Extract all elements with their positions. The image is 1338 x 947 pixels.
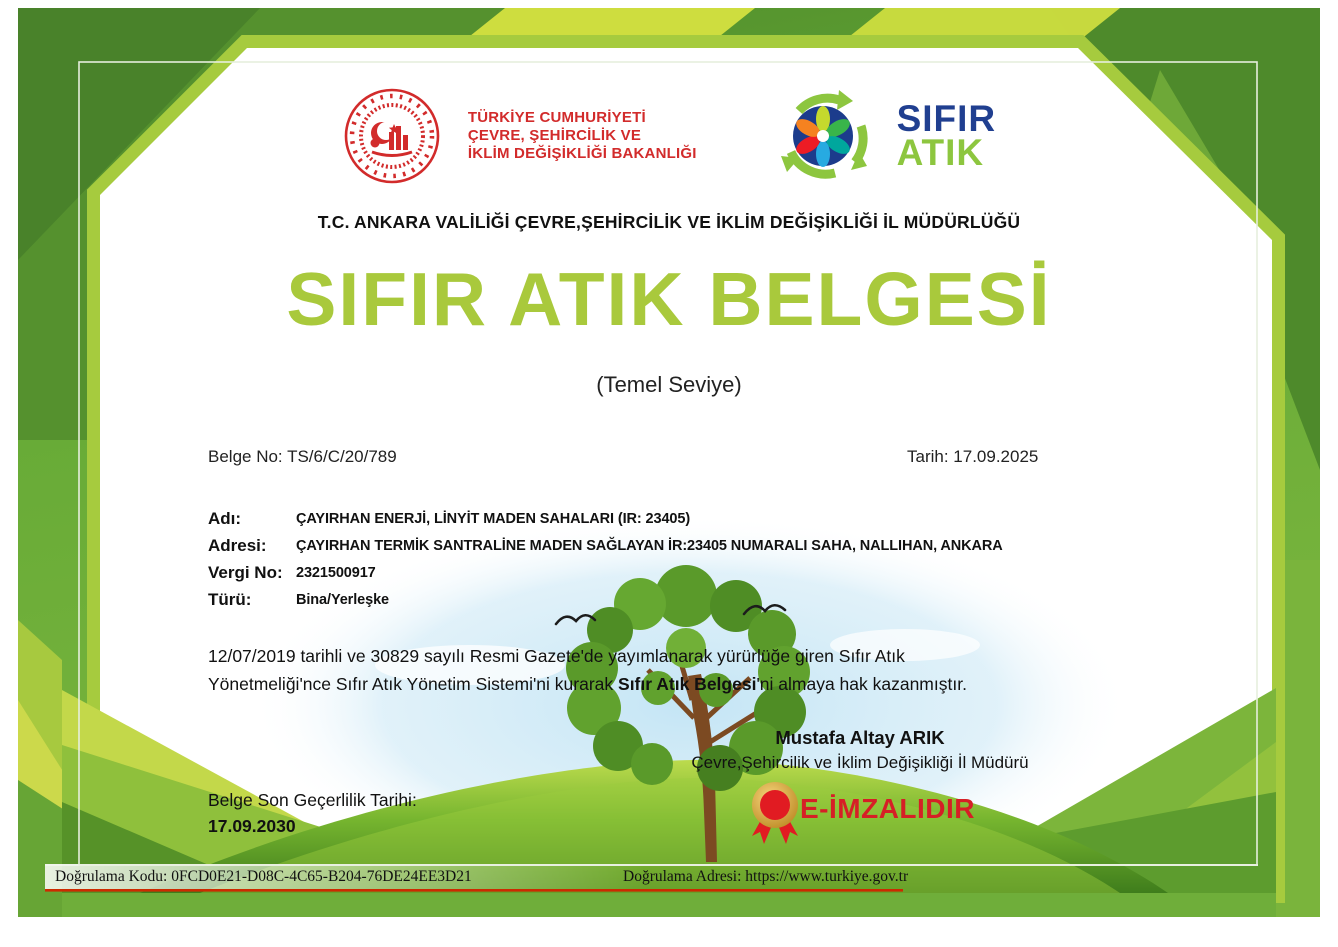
statement-belge-bold: Sıfır Atık Belgesi (618, 673, 757, 694)
address-value: ÇAYIRHAN TERMİK SANTRALİNE MADEN SAĞLAYAN İR:23405 NUMARALI SAHA, NALLIHAN, ANKARA (296, 538, 1003, 554)
name-value: ÇAYIRHAN ENERJİ, LİNYİT MADEN SAHALARI (IR: 23405) (296, 511, 691, 527)
atik-text: ATIK (896, 132, 985, 173)
document-number (208, 447, 397, 467)
footer-underline (45, 889, 903, 892)
type-label: Türü: (208, 590, 252, 609)
verification-address (623, 868, 908, 886)
ministry-name (468, 109, 697, 163)
esignature-label: E-İMZALIDIR (800, 793, 976, 824)
sifir-text: SIFIR (896, 98, 997, 139)
ministry-name-line3: İKLİM DEĞİŞİKLİĞİ BAKANLIĞI (467, 145, 697, 162)
name-label: Adı: (208, 509, 242, 528)
document-number-value: TS/6/C/20/789 (287, 447, 397, 466)
tax-no-value: 2321500917 (296, 565, 376, 581)
issuing-authority: T.C. ANKARA VALİLİĞİ ÇEVRE,ŞEHİRCİLİK VE İKLİM DEĞİŞİKLİĞİ İL MÜDÜRLÜĞÜ (317, 212, 1021, 232)
issue-date-label: Tarih: (907, 447, 954, 466)
certificate-level: (Temel Seviye) (596, 372, 742, 397)
statement-line2-post: 'ni almaya hak kazanmıştır. (756, 673, 967, 694)
esignature-seal-icon (748, 780, 802, 846)
document-number-label: Belge No: (208, 447, 288, 466)
sifir-atik-wordmark (896, 98, 997, 173)
signer-name: Mustafa Altay ARIK (775, 727, 945, 748)
signer-title: Çevre,Şehircilik ve İklim Değişikliği İl Müdürü (691, 753, 1029, 772)
issue-date-value: 17.09.2025 (953, 447, 1039, 466)
verification-code (55, 868, 472, 886)
tax-no-label: Vergi No: (208, 563, 283, 582)
statement-line1: 12/07/2019 tarihli ve 30829 sayılı Resmi Gazete'de yayımlanarak yürürlüğe giren Sıfır Atık (208, 646, 905, 666)
ministry-name-line2: ÇEVRE, ŞEHİRCİLİK VE (467, 127, 642, 144)
ministry-name-line1: TÜRKİYE CUMHURİYETİ (467, 109, 646, 126)
issue-date (907, 447, 1038, 467)
verification-address-label: Doğrulama Adresi: (623, 868, 746, 885)
certificate-statement (208, 643, 1088, 698)
validity-date: 17.09.2030 (208, 816, 296, 836)
verification-code-value: 0FCD0E21-D08C-4C65-B204-76DE24EE3D21 (171, 868, 472, 885)
sifir-atik-recycle-flower-icon (775, 88, 871, 184)
statement-line2-pre: Yönetmeliği'nce Sıfır Atık Yönetim Sistemi'ni kurarak (208, 673, 619, 694)
certificate-title: SIFIR ATIK BELGESİ (286, 257, 1052, 341)
type-value: Bina/Yerleşke (296, 592, 390, 608)
address-label: Adresi: (208, 536, 267, 555)
verification-address-value: https://www.turkiye.gov.tr (745, 868, 909, 885)
validity-label: Belge Son Geçerlilik Tarihi: (208, 790, 417, 810)
verification-code-label: Doğrulama Kodu: (55, 868, 172, 885)
ministry-emblem-icon (342, 86, 442, 186)
header (0, 86, 1338, 186)
